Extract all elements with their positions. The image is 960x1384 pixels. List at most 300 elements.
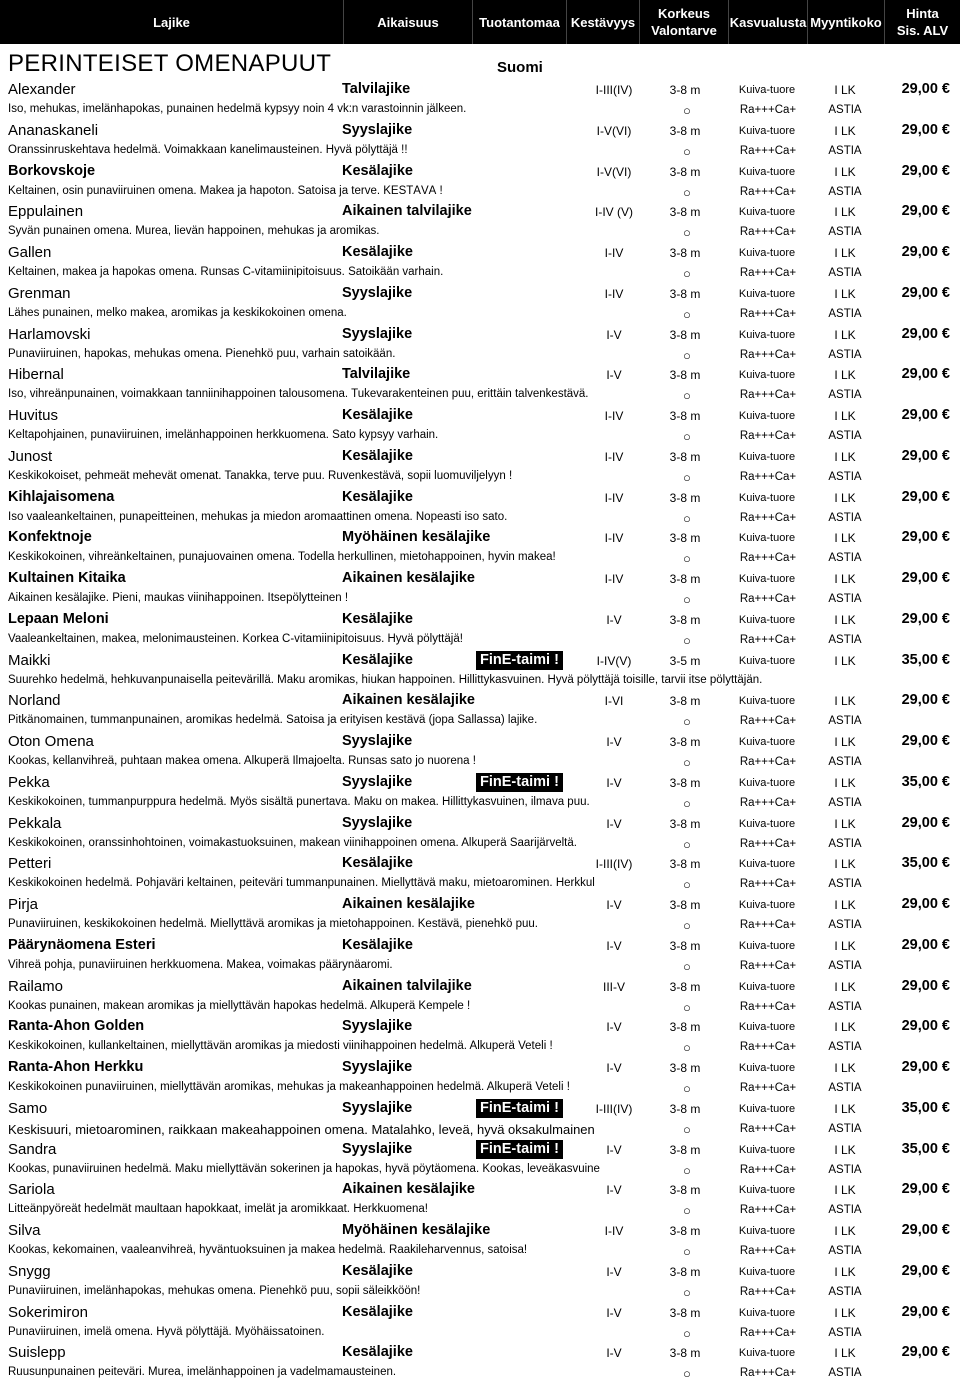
size-class: I LK (834, 694, 856, 709)
pot-type: ASTIA (828, 1245, 862, 1257)
ripening-season: Syyslajike (342, 1140, 413, 1157)
price: 29,00 € (901, 529, 950, 546)
sun-icon: ○ (683, 143, 691, 159)
variety-description: Iso vaaleankeltainen, punapeitteinen, mehukas ja miedon aromaattinen omena. Nopeasti iso sato. (8, 510, 508, 523)
header-height: Korkeus (657, 6, 711, 21)
ripening-season: Aikainen kesälajike (342, 896, 475, 912)
sun-icon: ○ (683, 958, 691, 974)
list-item (0, 1262, 960, 1303)
hardiness-zone: I-V (606, 775, 622, 790)
header-price-label: Hinta (906, 6, 939, 21)
item-desc-line (0, 264, 960, 282)
list-item (0, 773, 960, 814)
pot-type: ASTIA (828, 1122, 862, 1135)
item-desc-line (0, 957, 960, 975)
item-desc-line (0, 712, 960, 730)
variety-name: Pekka (8, 773, 50, 791)
pot-type: ASTIA (828, 389, 862, 402)
variety-description: Iso, vihreänpunainen, voimakkaan tanniinihappoinen talousomena. Tukevarakenteinen puu, erittäin talvenkestävä. (8, 388, 589, 401)
ripening-season: Kesälajike (342, 651, 413, 668)
item-desc-line (0, 835, 960, 853)
item-desc-line (0, 1161, 960, 1179)
size-class: I LK (834, 246, 856, 260)
size-class: I LK (834, 1224, 856, 1238)
sun-icon: ○ (683, 225, 691, 241)
header-vat-label: Sis. ALV (896, 23, 949, 38)
item-main-line (0, 1058, 960, 1078)
header-light: Valontarve (651, 23, 717, 38)
hardiness-zone: I-IV (604, 531, 624, 546)
item-main-line (0, 1099, 960, 1119)
pot-type: ASTIA (828, 104, 862, 116)
fertilizer-note: Ra+++Ca+ (739, 144, 797, 157)
item-main-line (0, 1221, 960, 1241)
sun-icon: ○ (683, 1244, 691, 1259)
list-item (0, 80, 960, 121)
variety-name: Borkovskoje (8, 162, 96, 179)
ripening-season: Aikainen talvilajike (342, 203, 472, 220)
ripening-season: Talvilajike (342, 366, 411, 383)
size-class: I LK (834, 1305, 856, 1320)
size-class: I LK (834, 327, 856, 342)
ripening-season: Kesälajike (342, 447, 413, 464)
sun-icon: ○ (683, 1203, 691, 1219)
item-main-line (0, 1180, 960, 1200)
item-main-line (0, 243, 960, 263)
variety-description: Keskikokoinen punaviiruinen, miellyttävän aromikas, mehukas ja makeanhappoinen hedelmä. Alkuperä Veteli ! (8, 1081, 570, 1093)
tree-height: 3-8 m (669, 816, 701, 831)
item-desc-line (0, 1038, 960, 1056)
price: 35,00 € (901, 1140, 950, 1157)
variety-description: Keltainen, makea ja hapokas omena. Runsas C-vitamiinipitoisuus. Satoikään varhain. (8, 266, 444, 278)
item-desc-line (0, 794, 960, 812)
ripening-season: Syyslajike (342, 1099, 413, 1116)
sun-icon: ○ (683, 1284, 691, 1300)
sun-icon: ○ (683, 429, 691, 444)
price: 29,00 € (901, 692, 950, 709)
item-desc-line (0, 468, 960, 486)
fertilizer-note: Ra+++Ca+ (739, 796, 797, 809)
variety-description: Keskikokoinen, kullankeltainen, miellyttävän aromikas ja miedosti viinihappoinen hedelmä. Alkuperä Veteli ! (8, 1040, 553, 1053)
variety-name: Petteri (8, 855, 52, 873)
tree-height: 3-8 m (669, 368, 701, 383)
size-class: I LK (834, 938, 856, 953)
pot-type: ASTIA (828, 307, 862, 320)
item-main-line (0, 854, 960, 874)
variety-name: Grenman (8, 284, 71, 302)
list-item (0, 365, 960, 406)
variety-description: Keltapohjainen, punaviiruinen, imelänhappoinen herkkuomena. Sato kypsyy varhain. (8, 429, 439, 441)
price: 29,00 € (901, 570, 950, 586)
variety-description: Keskisuuri, mietoarominen, raikkaan makeahappoinen omena. Matalahko, leveä, hyvä oksakulmainen (8, 1121, 595, 1137)
variety-name: Pirja (8, 896, 39, 913)
item-desc-line (0, 183, 960, 201)
soil-type: Kuiva-tuore (738, 165, 796, 178)
tree-height: 3-8 m (669, 246, 701, 260)
fertilizer-note: Ra+++Ca+ (739, 1082, 797, 1094)
price: 29,00 € (901, 81, 950, 97)
item-desc-line (0, 1324, 960, 1342)
tree-height: 3-8 m (669, 531, 701, 546)
tree-height: 3-8 m (669, 327, 701, 342)
tree-height: 3-8 m (669, 1183, 701, 1198)
variety-description: Syvän punainen omena. Murea, lievän happoinen, mehukas ja aromikas. (8, 225, 380, 238)
hardiness-zone: III-V (602, 979, 625, 994)
sun-icon: ○ (683, 836, 691, 852)
list-item (0, 1303, 960, 1344)
fertilizer-note: Ra+++Ca+ (739, 1122, 797, 1135)
tree-height: 3-8 m (669, 1264, 701, 1279)
price: 29,00 € (901, 447, 950, 464)
size-class: I LK (834, 735, 856, 749)
pot-type: ASTIA (828, 1082, 862, 1094)
ripening-season: Aikainen kesälajike (342, 692, 475, 709)
variety-name: Sokerimiron (8, 1303, 89, 1321)
fertilizer-note: Ra+++Ca+ (739, 430, 797, 442)
sun-icon: ○ (683, 795, 691, 811)
hardiness-zone: I-IV (604, 572, 624, 586)
tree-height: 3-8 m (669, 449, 701, 464)
list-item (0, 895, 960, 936)
item-main-line (0, 1140, 960, 1160)
price: 29,00 € (901, 244, 950, 260)
list-item (0, 610, 960, 651)
item-desc-line (0, 346, 960, 364)
list-item (0, 202, 960, 243)
variety-name: Ranta-Ahon Golden (8, 1018, 145, 1035)
sun-icon: ○ (683, 1162, 691, 1178)
ripening-season: Kesälajike (342, 1344, 413, 1361)
size-class: I LK (834, 123, 856, 138)
soil-type: Kuiva-tuore (738, 1184, 796, 1197)
ripening-season: Kesälajike (342, 610, 413, 627)
price: 29,00 € (901, 1222, 950, 1238)
variety-description: Punaviiruinen, imelä omena. Hyvä pölyttäjä. Myöhäissatoinen. (8, 1325, 325, 1338)
tree-height: 3-8 m (669, 83, 701, 97)
size-class: I LK (834, 205, 856, 220)
soil-type: Kuiva-tuore (738, 613, 796, 626)
hardiness-zone: I-V (606, 1346, 622, 1361)
header-variety: Lajike (153, 14, 190, 30)
price: 29,00 € (901, 733, 950, 749)
item-desc-line (0, 672, 960, 690)
header-soil: Kasvualusta (729, 14, 807, 30)
pot-type: ASTIA (828, 552, 862, 565)
list-item (0, 691, 960, 732)
variety-description: Vaaleankeltainen, makea, melonimausteinen. Korkea C-vitamiinipitoisuus. Hyvä pölyttäjä! (8, 632, 463, 645)
price: 29,00 € (901, 1059, 950, 1075)
tree-height: 3-8 m (669, 164, 701, 179)
tree-height: 3-8 m (669, 286, 701, 301)
fertilizer-note: Ra+++Ca+ (739, 878, 797, 891)
variety-name: Kultainen Kitaika (8, 570, 126, 586)
list-item (0, 814, 960, 855)
soil-type: Kuiva-tuore (738, 450, 796, 463)
pot-type: ASTIA (828, 1204, 862, 1217)
price: 35,00 € (901, 651, 950, 668)
soil-type: Kuiva-tuore (738, 247, 796, 259)
fertilizer-note: Ra+++Ca+ (739, 1163, 797, 1176)
item-main-line (0, 284, 960, 304)
ripening-season: Syyslajike (342, 733, 413, 749)
variety-description: Keskikokoinen, oranssinhohtoinen, voimakastuoksuinen, makean viinihappoinen omena. Alkuperä Saarijärveltä. (8, 836, 577, 849)
soil-type: Kuiva-tuore (738, 1062, 796, 1074)
item-main-line (0, 325, 960, 345)
list-item (0, 325, 960, 366)
sun-icon: ○ (683, 551, 691, 567)
tree-height: 3-8 m (669, 1020, 701, 1035)
item-desc-line (0, 1079, 960, 1097)
item-desc-line (0, 631, 960, 649)
ripening-season: Aikainen talvilajike (342, 977, 472, 994)
price: 29,00 € (901, 1262, 950, 1279)
hardiness-zone: I-IV (604, 490, 624, 505)
pot-type: ASTIA (828, 593, 862, 605)
item-main-line (0, 1343, 960, 1363)
pot-type: ASTIA (828, 348, 862, 361)
pot-type: ASTIA (828, 511, 862, 524)
size-class: I LK (834, 898, 856, 912)
list-item (0, 1221, 960, 1262)
sun-icon: ○ (683, 1081, 691, 1096)
price: 29,00 € (901, 1018, 950, 1035)
variety-name: Maikki (8, 651, 51, 669)
item-desc-line (0, 549, 960, 567)
variety-description: Keskikokoinen, tummanpurppura hedelmä. Myös sisältä punertava. Maku on makea. Hillittykasvuinen, ilmava puu. (8, 795, 590, 808)
variety-name: Sandra (8, 1140, 57, 1158)
soil-type: Kuiva-tuore (738, 206, 796, 219)
size-class: I LK (834, 775, 856, 790)
fertilizer-note: Ra+++Ca+ (739, 1000, 797, 1013)
pot-type: ASTIA (828, 1163, 862, 1176)
variety-description: Iso, mehukas, imelänhapokas, punainen hedelmä kypsyy noin 4 vk:n varastoinnin jälkeen. (8, 103, 467, 115)
price: 29,00 € (901, 284, 950, 301)
tree-height: 3-8 m (669, 775, 701, 790)
tree-height: 3-8 m (669, 1101, 701, 1116)
item-main-line (0, 1262, 960, 1282)
item-desc-line (0, 1364, 960, 1382)
fine-badge: FinE-taimi ! (476, 1140, 563, 1159)
tree-height: 3-8 m (669, 1142, 701, 1157)
soil-type: Kuiva-tuore (738, 695, 796, 708)
size-class: I LK (834, 1020, 856, 1035)
hardiness-zone: I-IV (604, 409, 624, 423)
variety-description: Keskikokoiset, pehmeät mehevät omenat. Tanakka, terve puu. Ruvenkestävä, sopii luomuviljelyyn ! (8, 469, 513, 482)
variety-description: Kookas, kellanvihreä, puhtaan makea omena. Alkuperä Ilmajoelta. Runsas sato jo nuorena ! (8, 755, 476, 767)
fertilizer-note: Ra+++Ca+ (739, 185, 797, 198)
fertilizer-note: Ra+++Ca+ (739, 633, 797, 646)
item-main-line (0, 447, 960, 467)
size-class: I LK (834, 409, 856, 423)
size-class: I LK (834, 1142, 856, 1157)
fertilizer-note: Ra+++Ca+ (739, 1041, 797, 1054)
price: 29,00 € (901, 407, 950, 423)
variety-name: Railamo (8, 977, 64, 995)
ripening-season: Kesälajike (342, 407, 413, 423)
variety-description: Oranssinruskehtava hedelmä. Voimakkaan kanelimausteinen. Hyvä pölyttäjä !! (8, 143, 408, 156)
pot-type: ASTIA (828, 959, 862, 972)
item-desc-line (0, 101, 960, 119)
list-item (0, 406, 960, 447)
sun-icon: ○ (683, 755, 691, 770)
item-main-line (0, 936, 960, 956)
pot-type: ASTIA (828, 1041, 862, 1054)
variety-name: Snygg (8, 1262, 51, 1280)
soil-type: Kuiva-tuore (738, 369, 796, 382)
list-item (0, 732, 960, 773)
variety-description: Punaviiruinen, hapokas, mehukas omena. Pienehkö puu, varhain satoikään. (8, 347, 396, 360)
variety-description: Pitkänomainen, tummanpunainen, aromikas hedelmä. Satoisa ja erityisen kestävä (jopa Sallassa) lajike. (8, 714, 538, 727)
ripening-season: Kesälajike (342, 936, 413, 953)
soil-type: Kuiva-tuore (738, 124, 796, 137)
soil-type: Kuiva-tuore (738, 1225, 796, 1237)
variety-description: Aikainen kesälajike. Pieni, maukas viinihappoinen. Itsepölytteinen ! (8, 592, 349, 604)
fertilizer-note: Ra+++Ca+ (739, 593, 797, 605)
fertilizer-note: Ra+++Ca+ (739, 1245, 797, 1257)
header-price (885, 0, 960, 44)
size-class: I LK (834, 653, 856, 668)
price: 29,00 € (901, 977, 950, 994)
hardiness-zone: I-V (606, 327, 622, 342)
size-class: I LK (834, 531, 856, 546)
ripening-season: Kesälajike (342, 1262, 413, 1279)
fertilizer-note: Ra+++Ca+ (739, 552, 797, 565)
ripening-season: Kesälajike (342, 162, 413, 179)
size-class: I LK (834, 1061, 856, 1075)
fertilizer-note: Ra+++Ca+ (739, 1326, 797, 1339)
variety-name: Huvitus (8, 407, 59, 424)
item-main-line (0, 773, 960, 793)
pot-type: ASTIA (828, 1326, 862, 1339)
list-item (0, 936, 960, 977)
soil-type: Kuiva-tuore (738, 1265, 796, 1278)
variety-name: Sariola (8, 1181, 55, 1199)
size-class: I LK (834, 490, 856, 505)
list-item (0, 447, 960, 488)
tree-height: 3-8 m (669, 490, 701, 505)
pot-type: ASTIA (828, 185, 862, 198)
hardiness-zone: I-V (606, 816, 622, 831)
variety-name: Hibernal (8, 366, 64, 384)
list-item (0, 488, 960, 529)
size-class: I LK (834, 164, 856, 179)
header-size: Myyntikoko (810, 14, 882, 30)
list-item (0, 569, 960, 610)
ripening-season: Talvilajike (342, 81, 411, 97)
item-main-line (0, 977, 960, 997)
tree-height: 3-8 m (669, 1346, 701, 1361)
list-item (0, 1180, 960, 1221)
hardiness-zone: I-V (606, 938, 622, 953)
sun-icon: ○ (683, 1121, 691, 1137)
sun-icon: ○ (683, 714, 691, 730)
tree-height: 3-8 m (669, 857, 701, 872)
item-desc-line (0, 427, 960, 445)
sun-icon: ○ (683, 1040, 691, 1056)
item-desc-line (0, 753, 960, 771)
variety-description: Litteänpyöreät hedelmät maultaan hapokkaat, imelät ja aromikkaat. Herkkuomena! (8, 1203, 428, 1216)
variety-name: Alexander (8, 81, 76, 98)
size-class: I LK (834, 1346, 856, 1361)
size-class: I LK (834, 1264, 856, 1279)
list-item (0, 243, 960, 284)
list-item (0, 1140, 960, 1181)
list-item (0, 528, 960, 569)
item-main-line (0, 121, 960, 141)
item-desc-line (0, 1283, 960, 1301)
size-class: I LK (834, 816, 856, 831)
hardiness-zone: I-IV (604, 246, 624, 260)
item-desc-line (0, 223, 960, 241)
size-class: I LK (834, 572, 856, 586)
hardiness-zone: I-IV(V) (596, 653, 632, 668)
pot-type: ASTIA (828, 715, 862, 728)
fertilizer-note: Ra+++Ca+ (739, 1285, 797, 1298)
item-main-line (0, 814, 960, 834)
soil-type: Kuiva-tuore (738, 654, 796, 667)
soil-type: Kuiva-tuore (738, 736, 796, 748)
pot-type: ASTIA (828, 633, 862, 646)
hardiness-zone: I-V (606, 898, 622, 912)
hardiness-zone: I-V (606, 1020, 622, 1035)
hardiness-zone: I-V (606, 735, 622, 749)
tree-height: 3-8 m (669, 1224, 701, 1238)
section-country: Suomi (497, 59, 543, 76)
price: 29,00 € (901, 121, 950, 138)
tree-height: 3-8 m (669, 612, 701, 627)
fertilizer-note: Ra+++Ca+ (739, 919, 797, 931)
tree-height: 3-8 m (669, 1305, 701, 1320)
soil-type: Kuiva-tuore (738, 328, 796, 341)
variety-name: Suislepp (8, 1344, 66, 1362)
ripening-season: Myöhäinen kesälajike (342, 529, 491, 546)
fertilizer-note: Ra+++Ca+ (739, 715, 797, 728)
item-main-line (0, 80, 960, 100)
variety-description: Lähes punainen, melko makea, aromikas ja keskikokoinen omena. (8, 306, 347, 319)
hardiness-zone: I-V (606, 1142, 622, 1157)
fertilizer-note: Ra+++Ca+ (739, 756, 797, 768)
size-class: I LK (834, 612, 856, 627)
fertilizer-note: Ra+++Ca+ (739, 104, 797, 116)
variety-name: Ranta-Ahon Herkku (8, 1059, 144, 1075)
pot-type: ASTIA (828, 878, 862, 891)
pot-type: ASTIA (828, 144, 862, 157)
variety-name: Konfektnoje (8, 529, 92, 546)
pot-type: ASTIA (828, 919, 862, 931)
item-main-line (0, 365, 960, 385)
tree-height: 3-8 m (669, 123, 701, 138)
variety-name: Pekkala (8, 814, 62, 832)
variety-name: Junost (8, 447, 53, 465)
header-country: Tuotantomaa (479, 14, 560, 30)
fine-badge: FinE-taimi ! (476, 1099, 563, 1118)
item-main-line (0, 569, 960, 589)
soil-type: Kuiva-tuore (738, 817, 796, 830)
item-desc-line (0, 1242, 960, 1260)
variety-list (0, 80, 960, 1384)
hardiness-zone: I-III(IV) (595, 83, 633, 97)
variety-description: Vihreä pohja, punaviiruinen herkkuomena. Makea, voimakas päärynäaromi. (8, 958, 393, 971)
fertilizer-note: Ra+++Ca+ (739, 470, 797, 483)
item-desc-line (0, 590, 960, 608)
section-title: PERINTEISET OMENAPUUT (8, 50, 332, 77)
sun-icon: ○ (683, 1325, 691, 1341)
sun-icon: ○ (683, 469, 691, 485)
variety-description: Kookas, kekomainen, vaaleanvihreä, hyväntuoksuinen ja makea hedelmä. Raakileharvennus, satoisa! (8, 1244, 528, 1256)
tree-height: 3-8 m (669, 979, 701, 994)
pot-type: ASTIA (828, 796, 862, 809)
sun-icon: ○ (683, 1366, 691, 1382)
